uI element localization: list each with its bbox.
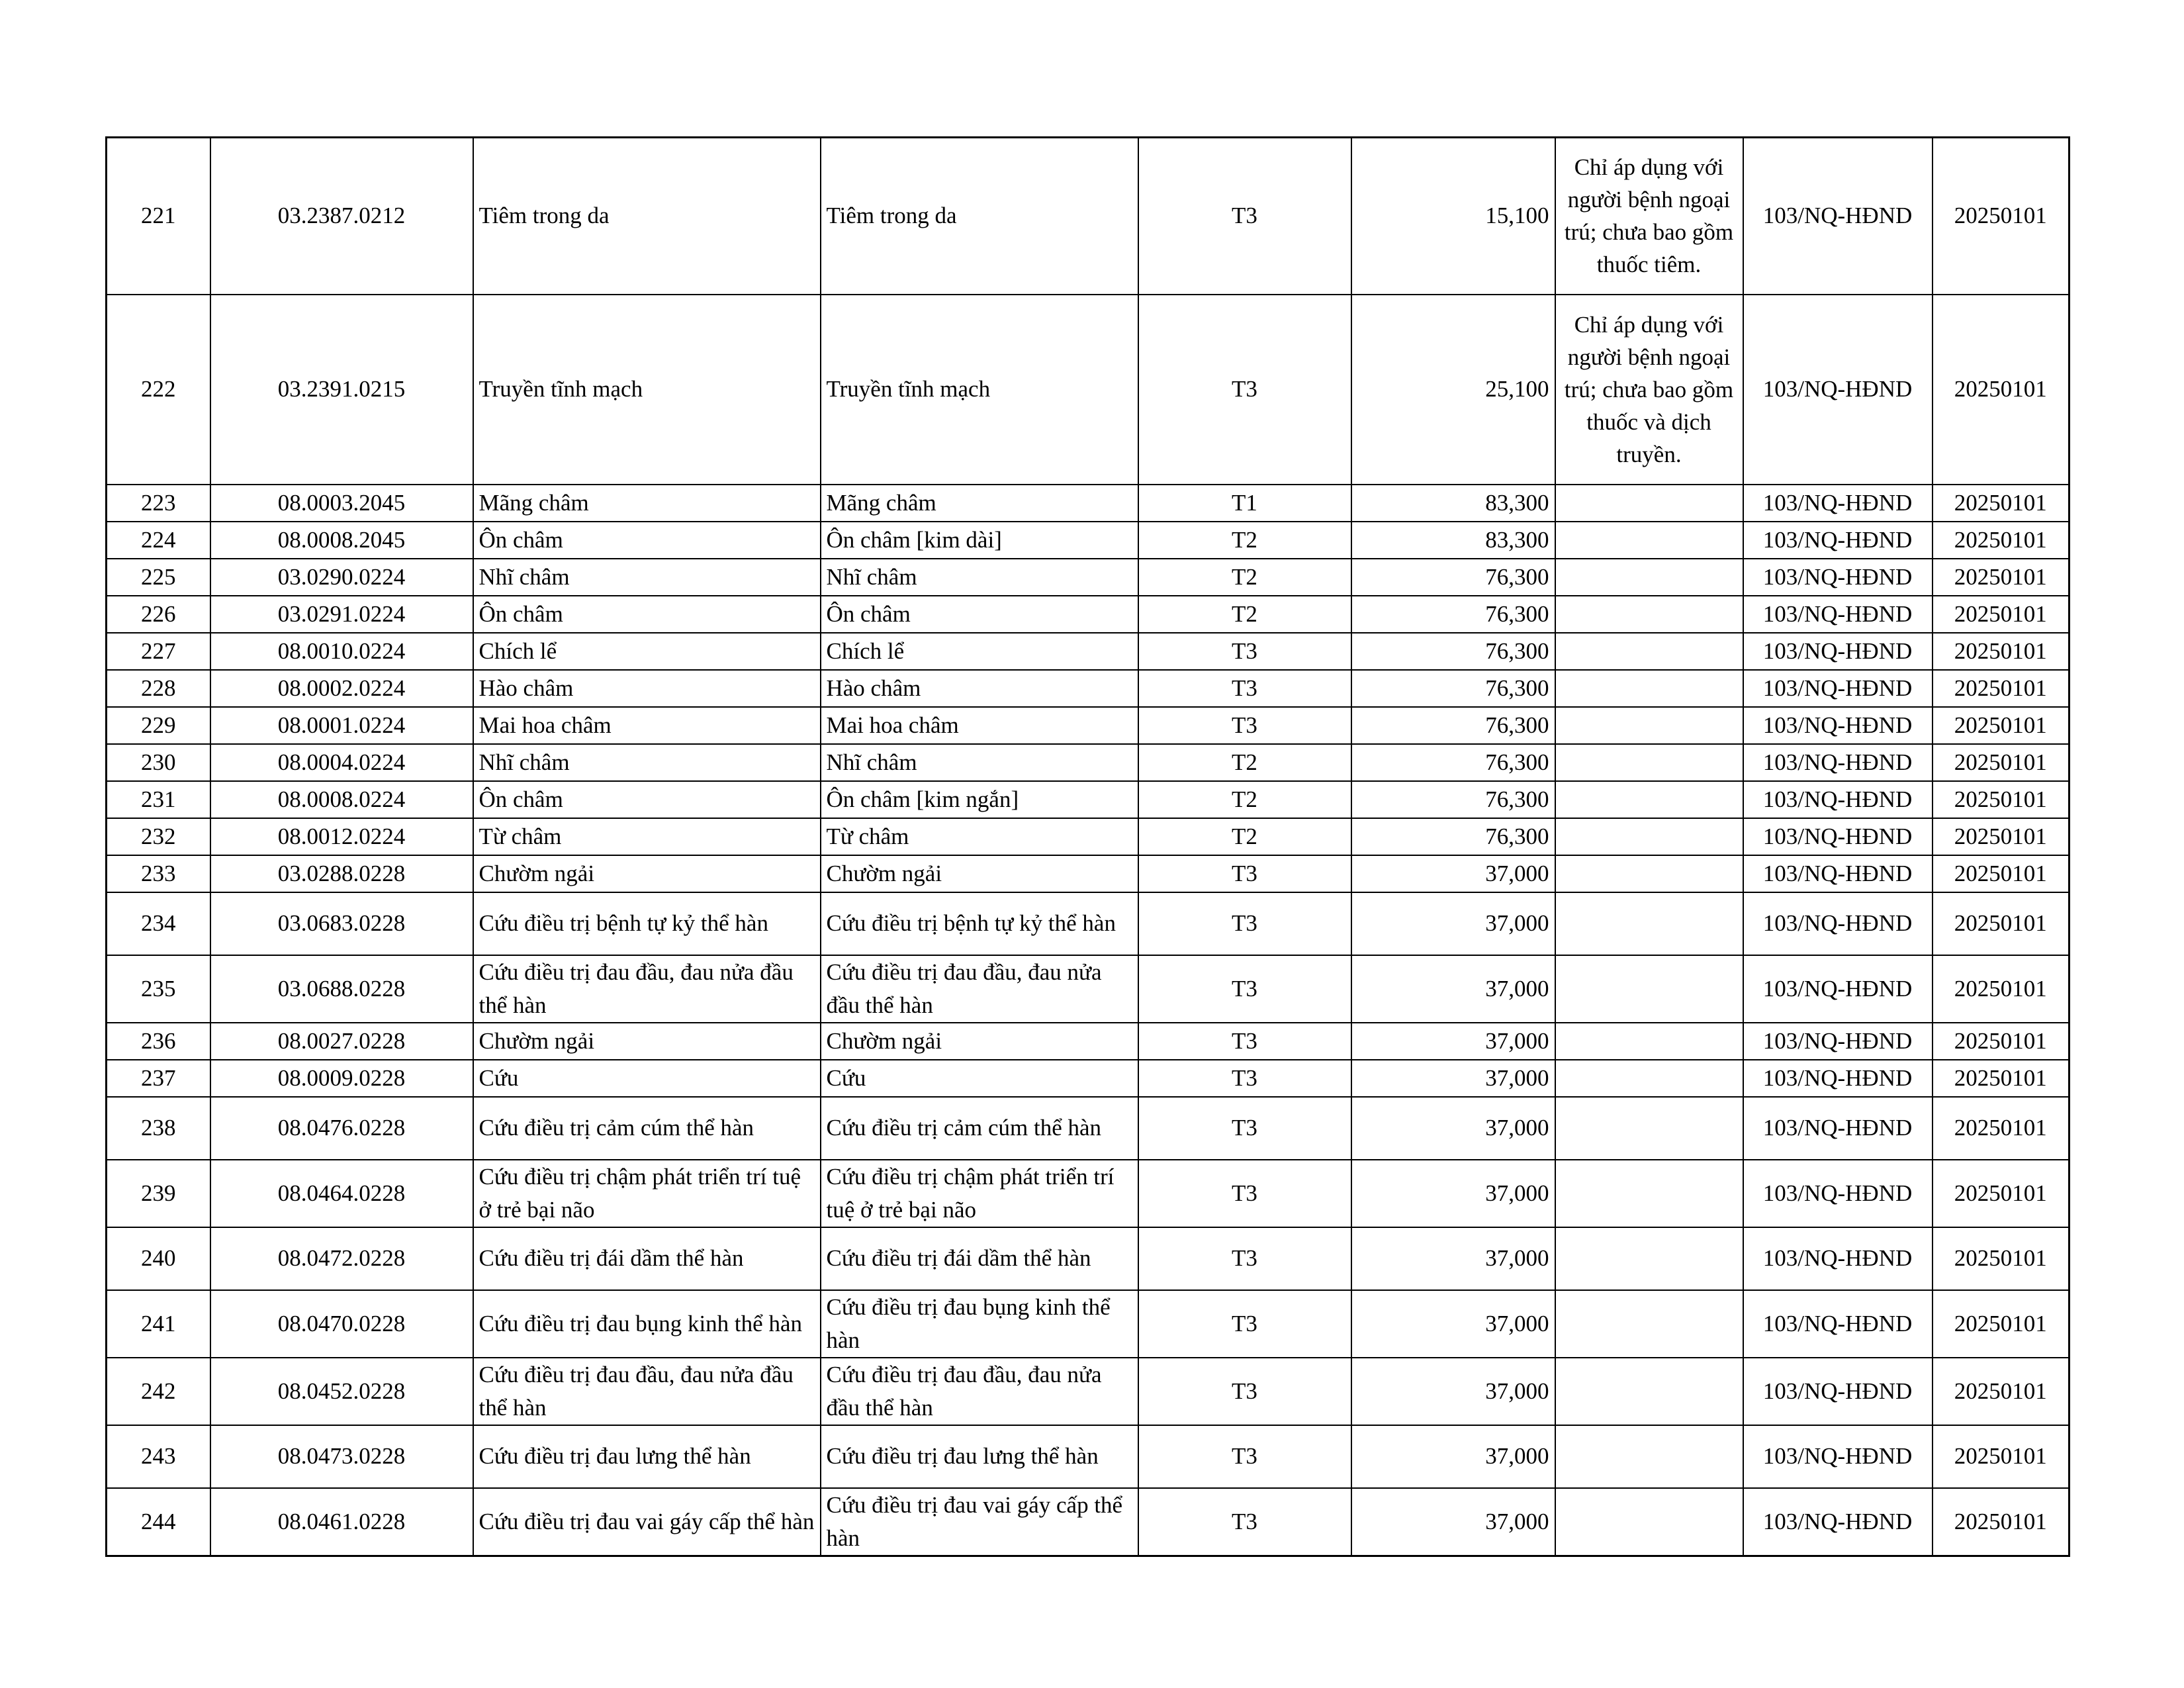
cell-price: 37,000 (1351, 1358, 1555, 1425)
cell-date: 20250101 (1933, 1097, 2070, 1160)
cell-class: T2 (1138, 818, 1351, 855)
cell-name-service: Chườm ngải (821, 1023, 1138, 1060)
cell-name-tt43: Cứu điều trị đau đầu, đau nửa đầu thể hàn (473, 955, 821, 1023)
cell-stt: 239 (107, 1160, 210, 1227)
cell-price: 37,000 (1351, 1160, 1555, 1227)
cell-name-tt43: Cứu (473, 1060, 821, 1097)
cell-note (1555, 522, 1743, 559)
cell-class: T3 (1138, 955, 1351, 1023)
cell-name-service: Từ châm (821, 818, 1138, 855)
table-row (107, 855, 2070, 892)
cell-name-tt43: Cứu điều trị cảm cúm thể hàn (473, 1097, 821, 1160)
cell-code: 08.0461.0228 (210, 1488, 473, 1556)
cell-date: 20250101 (1933, 1425, 2070, 1488)
cell-stt: 229 (107, 707, 210, 744)
cell-name-tt43: Cứu điều trị đau đầu, đau nửa đầu thể hàn (473, 1358, 821, 1425)
cell-name-service: Cứu điều trị bệnh tự kỷ thể hàn (821, 892, 1138, 955)
cell-note (1555, 596, 1743, 633)
cell-name-service: Cứu điều trị chậm phát triển trí tuệ ở trẻ bại não (821, 1160, 1138, 1227)
cell-code: 08.0010.0224 (210, 633, 473, 670)
cell-note (1555, 855, 1743, 892)
cell-price: 76,300 (1351, 596, 1555, 633)
cell-note (1555, 1290, 1743, 1358)
cell-resolution: 103/NQ-HĐND (1743, 559, 1933, 596)
cell-stt: 224 (107, 522, 210, 559)
cell-name-service: Hào châm (821, 670, 1138, 707)
cell-resolution: 103/NQ-HĐND (1743, 744, 1933, 781)
cell-date: 20250101 (1933, 1023, 2070, 1060)
cell-code: 08.0472.0228 (210, 1227, 473, 1290)
cell-resolution: 103/NQ-HĐND (1743, 855, 1933, 892)
cell-stt: 244 (107, 1488, 210, 1556)
cell-class: T3 (1138, 707, 1351, 744)
table-row (107, 1488, 2070, 1556)
cell-name-service: Nhĩ châm (821, 559, 1138, 596)
cell-code: 08.0027.0228 (210, 1023, 473, 1060)
cell-code: 08.0476.0228 (210, 1097, 473, 1160)
cell-resolution: 103/NQ-HĐND (1743, 707, 1933, 744)
cell-resolution: 103/NQ-HĐND (1743, 485, 1933, 522)
cell-stt: 226 (107, 596, 210, 633)
cell-stt: 233 (107, 855, 210, 892)
cell-name-service: Chườm ngải (821, 855, 1138, 892)
table-row (107, 1060, 2070, 1097)
cell-note (1555, 559, 1743, 596)
cell-note (1555, 670, 1743, 707)
cell-name-service: Cứu điều trị cảm cúm thể hàn (821, 1097, 1138, 1160)
cell-date: 20250101 (1933, 1358, 2070, 1425)
cell-price: 37,000 (1351, 892, 1555, 955)
cell-date: 20250101 (1933, 633, 2070, 670)
cell-class: T2 (1138, 744, 1351, 781)
cell-date: 20250101 (1933, 670, 2070, 707)
cell-stt: 221 (107, 138, 210, 295)
table-row (107, 1358, 2070, 1425)
table-row (107, 892, 2070, 955)
cell-price: 37,000 (1351, 855, 1555, 892)
cell-name-service: Mãng châm (821, 485, 1138, 522)
cell-code: 08.0008.2045 (210, 522, 473, 559)
cell-date: 20250101 (1933, 955, 2070, 1023)
cell-class: T3 (1138, 1097, 1351, 1160)
cell-name-tt43: Chích lể (473, 633, 821, 670)
cell-resolution: 103/NQ-HĐND (1743, 818, 1933, 855)
cell-note (1555, 892, 1743, 955)
cell-name-service: Chích lể (821, 633, 1138, 670)
cell-code: 08.0004.0224 (210, 744, 473, 781)
cell-note (1555, 1488, 1743, 1556)
cell-stt: 243 (107, 1425, 210, 1488)
cell-code: 03.0683.0228 (210, 892, 473, 955)
cell-name-tt43: Mãng châm (473, 485, 821, 522)
table-row (107, 1290, 2070, 1358)
cell-note (1555, 818, 1743, 855)
cell-resolution: 103/NQ-HĐND (1743, 633, 1933, 670)
cell-price: 37,000 (1351, 1425, 1555, 1488)
cell-code: 08.0012.0224 (210, 818, 473, 855)
cell-name-tt43: Cứu điều trị đái dầm thể hàn (473, 1227, 821, 1290)
cell-price: 83,300 (1351, 522, 1555, 559)
cell-note (1555, 485, 1743, 522)
table-row (107, 818, 2070, 855)
cell-name-tt43: Truyền tĩnh mạch (473, 295, 821, 485)
table-row (107, 955, 2070, 1023)
cell-name-tt43: Mai hoa châm (473, 707, 821, 744)
cell-class: T3 (1138, 855, 1351, 892)
cell-name-tt43: Cứu điều trị đau vai gáy cấp thể hàn (473, 1488, 821, 1556)
cell-price: 76,300 (1351, 707, 1555, 744)
cell-resolution: 103/NQ-HĐND (1743, 295, 1933, 485)
cell-class: T1 (1138, 485, 1351, 522)
cell-date: 20250101 (1933, 522, 2070, 559)
table-row (107, 707, 2070, 744)
cell-name-tt43: Ôn châm (473, 781, 821, 818)
cell-class: T2 (1138, 596, 1351, 633)
cell-name-tt43: Tiêm trong da (473, 138, 821, 295)
table-row (107, 522, 2070, 559)
cell-resolution: 103/NQ-HĐND (1743, 522, 1933, 559)
cell-note (1555, 955, 1743, 1023)
price-table (105, 136, 2070, 1557)
cell-date: 20250101 (1933, 485, 2070, 522)
cell-price: 76,300 (1351, 781, 1555, 818)
cell-price: 76,300 (1351, 744, 1555, 781)
cell-class: T2 (1138, 559, 1351, 596)
cell-note (1555, 1023, 1743, 1060)
cell-name-tt43: Cứu điều trị đau lưng thể hàn (473, 1425, 821, 1488)
cell-resolution: 103/NQ-HĐND (1743, 1425, 1933, 1488)
cell-resolution: 103/NQ-HĐND (1743, 1227, 1933, 1290)
cell-code: 03.0288.0228 (210, 855, 473, 892)
cell-name-service: Ôn châm [kim dài] (821, 522, 1138, 559)
cell-class: T3 (1138, 892, 1351, 955)
cell-date: 20250101 (1933, 1488, 2070, 1556)
table-row (107, 633, 2070, 670)
table-row (107, 1023, 2070, 1060)
cell-code: 03.0688.0228 (210, 955, 473, 1023)
cell-note: Chỉ áp dụng với người bệnh ngoại trú; chưa bao gồm thuốc và dịch truyền. (1555, 295, 1743, 485)
cell-date: 20250101 (1933, 1290, 2070, 1358)
cell-stt: 237 (107, 1060, 210, 1097)
cell-price: 37,000 (1351, 1290, 1555, 1358)
cell-resolution: 103/NQ-HĐND (1743, 1160, 1933, 1227)
cell-resolution: 103/NQ-HĐND (1743, 596, 1933, 633)
cell-code: 08.0473.0228 (210, 1425, 473, 1488)
cell-class: T3 (1138, 1488, 1351, 1556)
cell-date: 20250101 (1933, 707, 2070, 744)
cell-class: T3 (1138, 1023, 1351, 1060)
cell-price: 76,300 (1351, 559, 1555, 596)
table-body (107, 138, 2070, 1556)
cell-date: 20250101 (1933, 1227, 2070, 1290)
cell-price: 76,300 (1351, 670, 1555, 707)
cell-name-service: Cứu điều trị đau bụng kinh thể hàn (821, 1290, 1138, 1358)
cell-name-tt43: Nhĩ châm (473, 744, 821, 781)
cell-class: T3 (1138, 295, 1351, 485)
cell-note (1555, 707, 1743, 744)
table-row (107, 1227, 2070, 1290)
cell-code: 08.0008.0224 (210, 781, 473, 818)
cell-resolution: 103/NQ-HĐND (1743, 1097, 1933, 1160)
cell-date: 20250101 (1933, 855, 2070, 892)
cell-stt: 225 (107, 559, 210, 596)
cell-stt: 238 (107, 1097, 210, 1160)
cell-stt: 241 (107, 1290, 210, 1358)
cell-date: 20250101 (1933, 295, 2070, 485)
cell-name-tt43: Cứu điều trị đau bụng kinh thể hàn (473, 1290, 821, 1358)
cell-date: 20250101 (1933, 781, 2070, 818)
table-row (107, 744, 2070, 781)
cell-code: 08.0001.0224 (210, 707, 473, 744)
cell-price: 37,000 (1351, 1227, 1555, 1290)
cell-class: T3 (1138, 1358, 1351, 1425)
cell-price: 76,300 (1351, 818, 1555, 855)
cell-note (1555, 1097, 1743, 1160)
cell-name-tt43: Hào châm (473, 670, 821, 707)
cell-note (1555, 633, 1743, 670)
cell-price: 37,000 (1351, 955, 1555, 1023)
cell-resolution: 103/NQ-HĐND (1743, 781, 1933, 818)
table-row (107, 295, 2070, 485)
cell-resolution: 103/NQ-HĐND (1743, 892, 1933, 955)
cell-code: 08.0464.0228 (210, 1160, 473, 1227)
table-row (107, 596, 2070, 633)
cell-name-service: Cứu điều trị đau vai gáy cấp thể hàn (821, 1488, 1138, 1556)
cell-code: 03.2391.0215 (210, 295, 473, 485)
cell-price: 37,000 (1351, 1488, 1555, 1556)
cell-resolution: 103/NQ-HĐND (1743, 1023, 1933, 1060)
cell-stt: 227 (107, 633, 210, 670)
table-row (107, 670, 2070, 707)
cell-note: Chỉ áp dụng với người bệnh ngoại trú; chưa bao gồm thuốc tiêm. (1555, 138, 1743, 295)
cell-name-tt43: Chườm ngải (473, 1023, 821, 1060)
cell-date: 20250101 (1933, 1160, 2070, 1227)
cell-name-service: Tiêm trong da (821, 138, 1138, 295)
cell-note (1555, 1060, 1743, 1097)
cell-stt: 240 (107, 1227, 210, 1290)
cell-code: 08.0002.0224 (210, 670, 473, 707)
cell-resolution: 103/NQ-HĐND (1743, 1290, 1933, 1358)
cell-date: 20250101 (1933, 596, 2070, 633)
cell-stt: 222 (107, 295, 210, 485)
cell-class: T3 (1138, 633, 1351, 670)
cell-name-tt43: Ôn châm (473, 522, 821, 559)
cell-name-tt43: Ôn châm (473, 596, 821, 633)
table-row (107, 1097, 2070, 1160)
cell-price: 83,300 (1351, 485, 1555, 522)
cell-date: 20250101 (1933, 892, 2070, 955)
cell-stt: 235 (107, 955, 210, 1023)
cell-name-service: Cứu điều trị đau đầu, đau nửa đầu thể hàn (821, 955, 1138, 1023)
cell-stt: 242 (107, 1358, 210, 1425)
cell-name-service: Cứu điều trị đau đầu, đau nửa đầu thể hàn (821, 1358, 1138, 1425)
table-row (107, 1425, 2070, 1488)
cell-price: 37,000 (1351, 1097, 1555, 1160)
cell-name-service: Cứu (821, 1060, 1138, 1097)
cell-code: 08.0003.2045 (210, 485, 473, 522)
cell-price: 76,300 (1351, 633, 1555, 670)
table-row (107, 485, 2070, 522)
cell-resolution: 103/NQ-HĐND (1743, 670, 1933, 707)
cell-price: 25,100 (1351, 295, 1555, 485)
cell-name-tt43: Cứu điều trị chậm phát triển trí tuệ ở trẻ bại não (473, 1160, 821, 1227)
cell-resolution: 103/NQ-HĐND (1743, 1488, 1933, 1556)
cell-class: T3 (1138, 1425, 1351, 1488)
cell-code: 03.0291.0224 (210, 596, 473, 633)
cell-name-tt43: Nhĩ châm (473, 559, 821, 596)
cell-name-tt43: Từ châm (473, 818, 821, 855)
cell-price: 37,000 (1351, 1023, 1555, 1060)
cell-resolution: 103/NQ-HĐND (1743, 138, 1933, 295)
cell-class: T3 (1138, 1060, 1351, 1097)
cell-stt: 234 (107, 892, 210, 955)
cell-stt: 232 (107, 818, 210, 855)
cell-stt: 230 (107, 744, 210, 781)
cell-stt: 236 (107, 1023, 210, 1060)
cell-date: 20250101 (1933, 559, 2070, 596)
cell-stt: 231 (107, 781, 210, 818)
cell-name-tt43: Chườm ngải (473, 855, 821, 892)
cell-code: 08.0009.0228 (210, 1060, 473, 1097)
table-row (107, 559, 2070, 596)
cell-class: T3 (1138, 1227, 1351, 1290)
cell-price: 37,000 (1351, 1060, 1555, 1097)
cell-note (1555, 1425, 1743, 1488)
cell-note (1555, 1227, 1743, 1290)
cell-name-tt43: Cứu điều trị bệnh tự kỷ thể hàn (473, 892, 821, 955)
cell-code: 08.0470.0228 (210, 1290, 473, 1358)
cell-note (1555, 1358, 1743, 1425)
cell-resolution: 103/NQ-HĐND (1743, 1060, 1933, 1097)
cell-price: 15,100 (1351, 138, 1555, 295)
cell-class: T2 (1138, 522, 1351, 559)
cell-class: T3 (1138, 670, 1351, 707)
cell-date: 20250101 (1933, 138, 2070, 295)
cell-class: T3 (1138, 1290, 1351, 1358)
cell-note (1555, 1160, 1743, 1227)
cell-class: T2 (1138, 781, 1351, 818)
table-row (107, 781, 2070, 818)
cell-note (1555, 781, 1743, 818)
cell-class: T3 (1138, 138, 1351, 295)
cell-stt: 223 (107, 485, 210, 522)
cell-date: 20250101 (1933, 818, 2070, 855)
cell-name-service: Truyền tĩnh mạch (821, 295, 1138, 485)
cell-name-service: Cứu điều trị đau lưng thể hàn (821, 1425, 1138, 1488)
cell-resolution: 103/NQ-HĐND (1743, 1358, 1933, 1425)
cell-name-service: Cứu điều trị đái dầm thể hàn (821, 1227, 1138, 1290)
cell-name-service: Ôn châm [kim ngắn] (821, 781, 1138, 818)
cell-name-service: Ôn châm (821, 596, 1138, 633)
table-row (107, 138, 2070, 295)
cell-name-service: Nhĩ châm (821, 744, 1138, 781)
cell-code: 08.0452.0228 (210, 1358, 473, 1425)
table-row (107, 1160, 2070, 1227)
cell-class: T3 (1138, 1160, 1351, 1227)
cell-date: 20250101 (1933, 1060, 2070, 1097)
cell-name-service: Mai hoa châm (821, 707, 1138, 744)
cell-resolution: 103/NQ-HĐND (1743, 955, 1933, 1023)
cell-note (1555, 744, 1743, 781)
cell-date: 20250101 (1933, 744, 2070, 781)
cell-code: 03.0290.0224 (210, 559, 473, 596)
cell-stt: 228 (107, 670, 210, 707)
cell-code: 03.2387.0212 (210, 138, 473, 295)
